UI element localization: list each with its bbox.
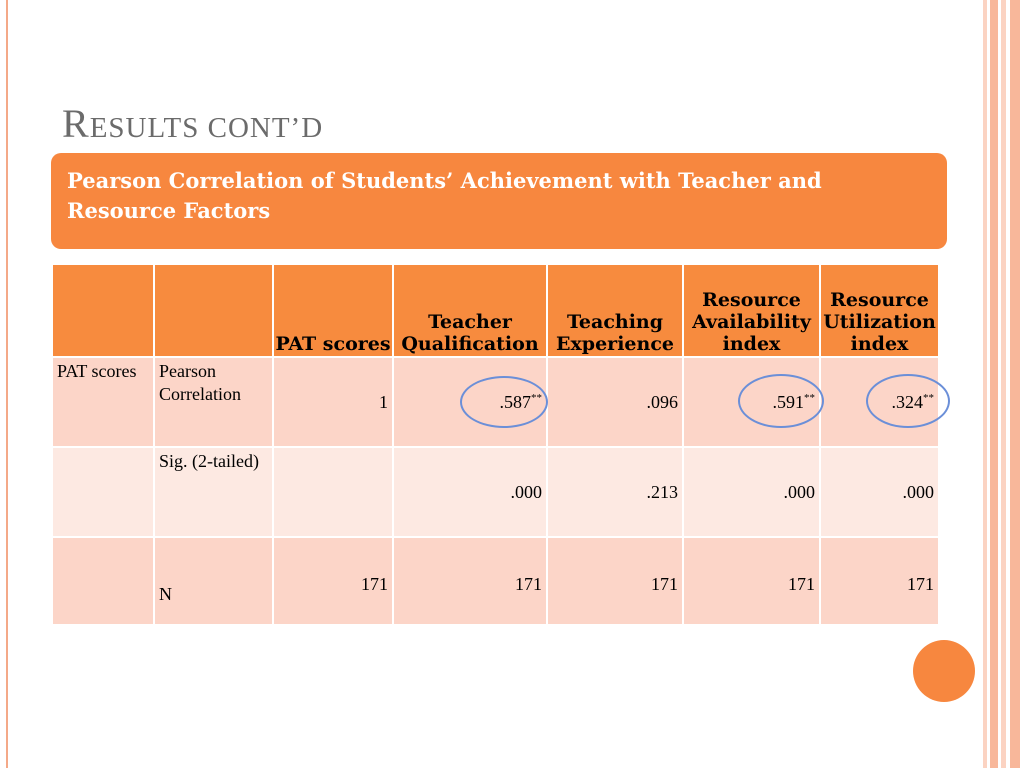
left-border-line <box>6 0 8 768</box>
header-cell-empty <box>52 264 154 357</box>
row-label <box>52 447 154 537</box>
significance-mark: ** <box>804 391 815 404</box>
value-cell <box>820 537 939 625</box>
slide-title-rest: ESULTS CONT’D <box>89 112 324 144</box>
value-cell <box>547 357 683 447</box>
slide-title <box>62 100 323 147</box>
value-text: 171 <box>361 574 388 594</box>
table-row <box>52 447 939 537</box>
value-text: .000 <box>510 481 542 502</box>
right-border-stripe-4 <box>1010 0 1020 768</box>
value-text: .213 <box>646 481 678 502</box>
banner-text: Pearson Correlation of Students’ Achievement with Teacher and Resource Factors <box>67 168 822 223</box>
stat-label: Pearson Correlation <box>154 357 273 447</box>
value-text: 171 <box>515 574 542 594</box>
value-cell <box>683 537 820 625</box>
right-border-stripe-3 <box>1001 0 1006 768</box>
orange-dot-icon <box>913 640 975 702</box>
value-cell <box>273 447 393 537</box>
value-cell <box>820 357 939 447</box>
header-teaching-experience: Teaching Experience <box>547 264 683 357</box>
table-header-row <box>52 264 939 357</box>
value-text: .000 <box>783 481 815 502</box>
stat-label: N <box>154 537 273 625</box>
value-cell <box>273 537 393 625</box>
header-resource-utilization: Resource Utilization index <box>820 264 939 357</box>
value-cell <box>393 447 547 537</box>
value-cell <box>393 537 547 625</box>
significance-mark: ** <box>531 391 542 404</box>
table-row <box>52 537 939 625</box>
right-border-stripe-1 <box>983 0 987 768</box>
value-cell <box>820 447 939 537</box>
slide-title-initial: R <box>62 101 90 146</box>
right-border-stripe-2 <box>990 0 998 768</box>
header-resource-availability: Resource Availability index <box>683 264 820 357</box>
header-pat-scores: PAT scores <box>273 264 393 357</box>
header-cell-empty <box>154 264 273 357</box>
header-teacher-qualification: Teacher Qualification <box>393 264 547 357</box>
value-cell <box>393 357 547 447</box>
value-cell <box>683 357 820 447</box>
row-label <box>52 537 154 625</box>
value-text: .587 <box>499 391 531 412</box>
value-text: .096 <box>646 391 678 412</box>
subtitle-banner <box>51 153 947 249</box>
correlation-table <box>51 263 940 626</box>
table-row <box>52 357 939 447</box>
value-cell <box>683 447 820 537</box>
value-cell <box>547 447 683 537</box>
value-text: 171 <box>651 574 678 594</box>
value-text: .591 <box>772 391 804 412</box>
value-cell <box>273 357 393 447</box>
value-cell <box>547 537 683 625</box>
significance-mark: ** <box>923 391 934 404</box>
value-text: 171 <box>788 574 815 594</box>
value-text: 1 <box>379 391 388 412</box>
stat-label: Sig. (2-tailed) <box>154 447 273 537</box>
value-text: .000 <box>902 481 934 502</box>
row-label: PAT scores <box>52 357 154 447</box>
value-text: .324 <box>891 391 923 412</box>
value-text: 171 <box>907 574 934 594</box>
